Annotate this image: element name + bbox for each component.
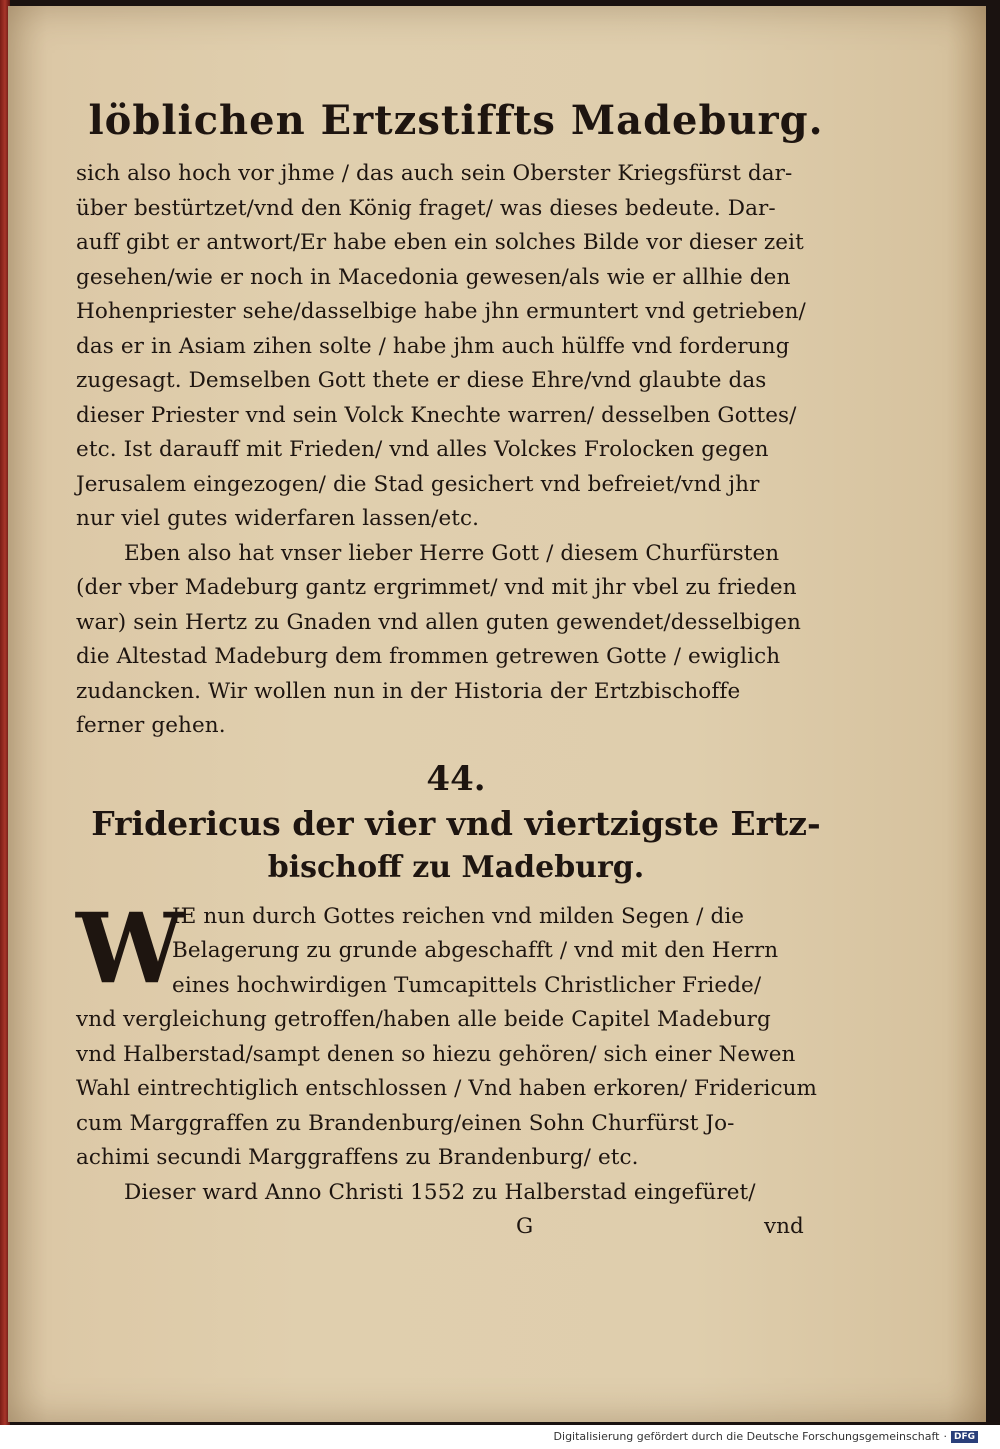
chapter-title: Fridericus der vier vnd viertzigste Ertz- <box>91 803 821 843</box>
text-line: die Altestad Madeburg dem frommen getrewen Gotte / ewiglich <box>76 644 781 669</box>
text-line: auff gibt er antwort/Er habe eben ein solches Bilde vor dieser zeit <box>76 230 804 255</box>
catchword: vnd <box>764 1214 804 1239</box>
text-line: nur viel gutes widerfaren lassen/etc. <box>76 506 480 531</box>
text-line: vnd Halberstad/sampt denen so hiezu gehören/ sich einer Newen <box>76 1041 796 1067</box>
paragraph-3 <box>76 891 836 1176</box>
text-block <box>76 95 836 1244</box>
text-line: das er in Asiam zihen solte / habe jhm auch hülffe vnd forderung <box>76 333 790 359</box>
text-line: war) sein Hertz zu Gnaden vnd allen guten gewendet/desselbigen <box>76 609 801 635</box>
text-line: IE nun durch Gottes reichen vnd milden Segen / die <box>172 903 745 929</box>
text-line: ferner gehen. <box>76 713 226 738</box>
digitization-footer <box>554 1430 978 1443</box>
page-foot <box>76 1210 836 1244</box>
chapter-number: 44. <box>426 758 486 799</box>
text-line: zugesagt. Demselben Gott thete er diese Ehre/vnd glaubte das <box>76 368 767 393</box>
paragraph-2 <box>76 537 836 744</box>
text-line: vnd vergleichung getroffen/haben alle beide Capitel Madeburg <box>76 1007 771 1032</box>
paragraph-4: Dieser ward Anno Christi 1552 zu Halberstad eingefüret/ <box>124 1179 756 1205</box>
text-line: achimi secundi Marggraffens zu Brandenburg/ etc. <box>76 1145 639 1170</box>
text-line: sich also hoch vor jhme / das auch sein Oberster Kriegsfürst dar- <box>76 161 793 186</box>
drop-cap: W <box>76 891 184 1005</box>
text-line: über bestürtzet/vnd den König fraget/ was dieses bedeute. Dar- <box>76 195 776 221</box>
paragraph-1 <box>76 157 836 537</box>
text-line: Jerusalem eingezogen/ die Stad gesichert vnd befreiet/vnd jhr <box>76 471 760 497</box>
text-line: Belagerung zu grunde abgeschafft / vnd mit den Herrn <box>172 938 779 963</box>
text-line: Wahl eintrechtiglich entschlossen / Vnd haben erkoren/ Fridericum <box>76 1076 818 1101</box>
signature-mark: G <box>516 1214 534 1239</box>
footer-text: Digitalisierung gefördert durch die Deutsche Forschungsgemeinschaft <box>553 1430 940 1443</box>
footer-separator: · <box>943 1430 947 1443</box>
text-line: Hohenpriester sehe/dasselbige habe jhn ermuntert vnd getrieben/ <box>76 299 806 324</box>
running-head: löblichen Ertzstiffts Madeburg. <box>88 97 824 144</box>
text-line: (der vber Madeburg gantz ergrimmet/ vnd mit jhr vbel zu frieden <box>76 575 797 600</box>
text-line: gesehen/wie er noch in Macedonia gewesen/als wie er allhie den <box>76 264 791 290</box>
text-line: dieser Priester vnd sein Volck Knechte warren/ desselben Gottes/ <box>76 402 797 428</box>
chapter-title-continued: bischoff zu Madeburg. <box>267 849 645 885</box>
text-line: etc. Ist darauff mit Frieden/ vnd alles Volckes Frolocken gegen <box>76 437 769 462</box>
text-line: Eben also hat vnser lieber Herre Gott / diesem Churfürsten <box>124 540 780 566</box>
text-line: zudancken. Wir wollen nun in der Historia der Ertzbischoffe <box>76 678 741 704</box>
text-line: cum Marggraffen zu Brandenburg/einen Sohn Churfürst Jo- <box>76 1110 735 1136</box>
text-line: eines hochwirdigen Tumcapittels Christlicher Friede/ <box>172 972 762 998</box>
dfg-logo: DFG <box>951 1431 978 1443</box>
